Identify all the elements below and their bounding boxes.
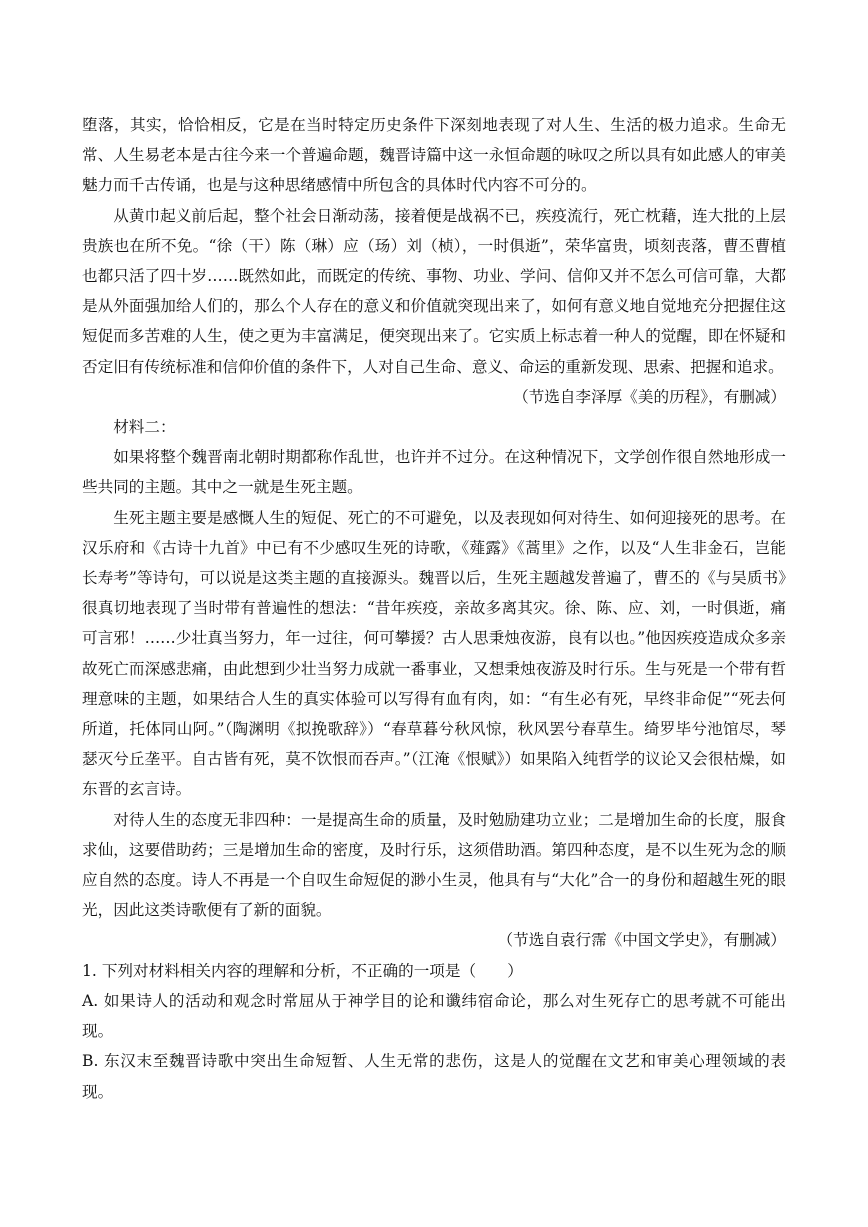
passage-paragraph-4: 生死主题主要是感慨人生的短促、死亡的不可避免，以及表现如何对待生、如何迎接死的思考。在汉乐府和《古诗十九首》中已有不少感叹生死的诗歌，《薤露》《蒿里》之作，以及“人生非金石，岂能长寿考”等诗句，可以说是这类主题的直接源头。魏晋以后，生死主题越发普遍了，曹丕的《与吴质书》很真切地表现了当时带有普遍性的想法：“昔年疾疫，亲故多离其灾。徐、陈、应、刘，一时俱逝，痛可言邪！……少壮真当努力，年一过往，何可攀援？古人思秉烛夜游，良有以也。”他因疾疫造成众多亲故死亡而深感悲痛，由此想到少壮当努力成就一番事业，又想秉烛夜游及时行乐。生与死是一个带有哲理意味的主题，如果结合人生的真实体验可以写得有血有肉，如：“有生必有死，早终非命促”“死去何所道，托体同山阿。”（陶渊明《拟挽歌辞》）“春草暮兮秋风惊，秋风罢兮春草生。绮罗毕兮池馆尽，琴瑟灭兮丘垄平。自古皆有死，莫不饮恨而吞声。”（江淹《恨赋》）如果陷入纯哲学的议论又会很枯燥，如东晋的玄言诗。 (82, 508, 786, 799)
passage-paragraph-2: 从黄巾起义前后起，整个社会日渐动荡，接着便是战祸不已，疾疫流行，死亡枕藉，连大批的上层贵族也在所不免。“徐（干）陈（琳）应（玚）刘（桢），一时俱逝”，荣华富贵，顷刻丧落，曹丕曹植也都只活了四十岁……既然如此，而既定的传统、事物、功业、学问、信仰又并不怎么可信可靠，大都是从外面强加给人们的，那么个人存在的意义和价值就突现出来了，如何有意义地自觉地充分把握住这短促而多苦难的人生，使之更为丰富满足，便突现出来了。它实质上标志着一种人的觉醒，即在怀疑和否定旧有传统标准和信仰价值的条件下，人对自己生命、意义、命运的重新发现、思索、把握和追求。 (82, 206, 786, 376)
passage-paragraph-1: 堕落，其实，恰恰相反，它是在当时特定历史条件下深刻地表现了对人生、生活的极力追求。生命无常、人生易老本是古往今来一个普遍命题，魏晋诗篇中这一永恒命题的咏叹之所以具有如此感人的审美魅力而千古传诵，也是与这种思绪感情中所包含的具体时代内容不可分的。 (82, 116, 786, 195)
option-b: B. 东汉末至魏晋诗歌中突出生命短暂、人生无常的悲伤，这是人的觉醒在文艺和审美心理领域的表现。 (82, 1052, 786, 1101)
question-stem: 1. 下列对材料相关内容的理解和分析，不正确的一项是（ ） (82, 961, 523, 980)
document-body (82, 110, 786, 1107)
passage-paragraph-3: 如果将整个魏晋南北朝时期都称作乱世，也许并不过分。在这种情况下，文学创作很自然地形成一些共同的主题。其中之一就是生死主题。 (82, 448, 786, 497)
option-a: A. 如果诗人的活动和观念时常屈从于神学目的论和谶纬宿命论，那么对生死存亡的思考就不可能出现。 (82, 991, 786, 1041)
source-citation-1: （节选自李泽厚《美的历程》，有删减） (513, 387, 786, 406)
source-citation-2: （节选自袁行霈《中国文学史》，有删减） (497, 931, 786, 950)
passage-paragraph-5: 对待人生的态度无非四种：一是提高生命的质量，及时勉励建功立业；二是增加生命的长度，服食求仙，这要借助药；三是增加生命的密度，及时行乐，这须借助酒。第四种态度，是不以生死为念的顺应自然的态度。诗人不再是一个自叹生命短促的渺小生灵，他具有与“大化”合一的身份和超越生死的眼光，因此这类诗歌便有了新的面貌。 (82, 810, 786, 920)
material-two-label: 材料二： (113, 418, 176, 437)
